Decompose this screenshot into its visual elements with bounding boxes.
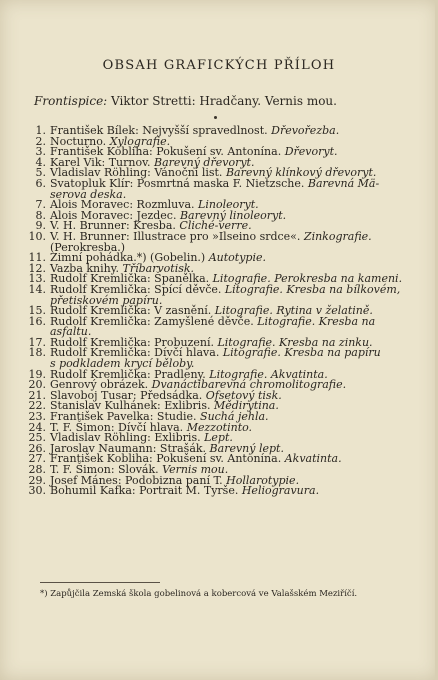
item-technique: Vernis mou. (162, 463, 229, 476)
item-technique: Tříbarvotisk. (122, 261, 195, 275)
footnote: *) Zapůjčila Zemská škola gobelinová a kobercová ve Valašském Meziříčí. (40, 589, 358, 599)
item-technique: Barevný lept. (209, 441, 284, 455)
item-title: Zimní pohádka.*) (Gobelin.) (50, 251, 206, 265)
item-number: 11. (28, 251, 46, 265)
item-technique: Litografie. Rytina v želatině. (214, 304, 373, 318)
item-technique: Barevná Mä- (307, 176, 380, 190)
item-technique: Autotypie. (208, 251, 266, 265)
item-title: Svatopluk Klír: Posmrtná maska F. Nietzsche. (50, 176, 305, 190)
item-title: Vladislav Röhling: Exlibris. (50, 431, 201, 445)
page-title: OBSAH GRAFICKÝCH PŘÍLOH (102, 58, 336, 73)
item-title: Vazba knihy. (50, 261, 119, 275)
item-number: 30. (28, 484, 46, 498)
item-number: 20. (28, 378, 46, 392)
item-title: Slavoboj Tusar: Předsádka. (50, 388, 203, 402)
item-title: V. H. Brunner: Kresba. (50, 219, 176, 233)
item-number: 5. (35, 166, 46, 180)
item-title: Stanislav Kulhánek: Exlibris. (50, 399, 211, 413)
item-title: Vladislav Röhling: Vánoční list. (50, 166, 223, 180)
item-technique: asfaltu. (50, 325, 92, 339)
item-technique: Ofsetový tisk. (205, 388, 282, 402)
item-title: T. F. Šimon: Dívčí hlava. (50, 420, 184, 434)
item-technique: Hollarotypie. (226, 473, 300, 487)
plates-list (20, 126, 420, 497)
item-number: 18. (28, 346, 46, 360)
item-number: 16. (28, 314, 46, 328)
frontispiece-text: Viktor Stretti: Hradčany. Vernis mou. (111, 94, 337, 108)
item-title: Karel Vik: Turnov. (50, 155, 151, 169)
frontispiece-label: Frontispice: (34, 94, 108, 108)
item-title: František Pavelka: Studie. (50, 410, 197, 424)
item-number: 25. (28, 431, 46, 445)
item-technique: Barevný klínkový dřevoryt. (225, 166, 377, 180)
item-technique: Heliogravura. (241, 484, 320, 498)
item-technique: Mezzotinto. (186, 420, 253, 434)
item-number: 21. (28, 388, 46, 402)
item-text (50, 314, 420, 328)
item-title: Rudolf Kremlička: Dívčí hlava. (50, 346, 220, 360)
item-text (50, 486, 420, 497)
item-title: Nocturno. (50, 134, 107, 148)
item-title: Jaroslav Naumann: Strašák. (50, 441, 207, 455)
item-technique: Suchá jehla. (200, 410, 269, 424)
item-technique: Dvanáctibarevná chromolitografie. (151, 378, 347, 392)
item-technique: Dřevoryt. (284, 145, 338, 159)
item-technique: Barevný linoleoryt. (179, 208, 287, 222)
item-number: 4. (35, 155, 46, 169)
item-number: 27. (28, 452, 46, 466)
item-number: 26. (28, 441, 46, 455)
item-number: 6. (35, 176, 46, 190)
item-number: 10. (28, 229, 46, 243)
item-title: Alois Moravec: Rozmluva. (50, 198, 195, 212)
item-title: Bohumil Kafka: Portrait M. Tyrše. (50, 484, 239, 498)
item-title: František Kobliha: Pokušení sv. Antonína. (50, 452, 282, 466)
item-technique: Lept. (204, 431, 233, 445)
item-number: 9. (35, 219, 46, 233)
item-title: V. H. Brunner: Illustrace pro »Ilseino srdce«. (50, 229, 301, 243)
item-number: 14. (28, 282, 46, 296)
item-technique: Litografie. Kresba na zinku. (217, 335, 373, 349)
item-technique: Akvatinta. (284, 452, 342, 466)
item-technique: Linoleoryt. (198, 198, 259, 212)
item-technique: Litografie. Kresba na bílkovém, (224, 282, 401, 296)
item-number: 28. (28, 463, 46, 476)
item-number: 23. (28, 410, 46, 424)
item-technique: Litografie. Kresba na papíru (222, 346, 381, 360)
item-title: (Perokresba.) (50, 240, 126, 254)
item-number: 7. (35, 198, 46, 212)
item-title: Rudolf Kremlička: V zasnění. (50, 304, 212, 318)
item-title: Rudolf Kremlička: Spící děvče. (50, 282, 222, 296)
item-technique: přetiskovém papíru. (50, 293, 163, 307)
item-title: František Bílek: Nejvyšší spravedlnost. (50, 124, 268, 137)
item-title: Rudolf Kremlička: Probuzení. (50, 335, 214, 349)
list-item (20, 486, 420, 497)
item-number: 17. (28, 335, 46, 349)
item-title: Rudolf Kremlička: Španělka. (50, 272, 210, 286)
item-title: Genrový obrázek. (50, 378, 149, 392)
item-technique: Litografie. Akvatinta. (209, 367, 328, 381)
item-title: Rudolf Kremlička: Pradleny. (50, 367, 206, 381)
item-number: 8. (35, 208, 46, 222)
item-number: 3. (35, 145, 46, 159)
item-technique: Dřevořezba. (271, 124, 340, 137)
item-number: 19. (28, 367, 46, 381)
item-title: Josef Mánes: Podobizna paní T. (50, 473, 223, 487)
item-technique: Litografie. Kresba na (257, 314, 376, 328)
item-technique: Cliché-verre. (179, 219, 252, 233)
item-technique: Mědirytina. (213, 399, 279, 413)
footnote-rule (40, 582, 160, 583)
item-technique: Barevný dřevoryt. (154, 155, 255, 169)
item-number: 12. (28, 261, 46, 275)
item-number: 15. (28, 304, 46, 318)
separator-dot (214, 116, 217, 119)
item-number: 22. (28, 399, 46, 413)
item-number: 2. (35, 134, 46, 148)
item-title: Rudolf Kremlička: Zamyšlené děvče. (50, 314, 254, 328)
item-number: 1. (35, 124, 46, 137)
item-number: 13. (28, 272, 46, 286)
item-technique: Litografie. Perokresba na kameni. (212, 272, 403, 286)
item-technique: Xylografie. (109, 134, 171, 148)
item-title: František Kobliha: Pokušení sv. Antonína. (50, 145, 282, 159)
item-technique: s podkladem krycí běloby. (50, 357, 195, 371)
item-title: Alois Moravec: Jezdec. (50, 208, 177, 222)
frontispiece-line (34, 94, 424, 108)
item-number: 24. (28, 420, 46, 434)
item-technique: Zinkografie. (303, 229, 372, 243)
item-technique: serova deska. (50, 187, 127, 201)
item-number: 29. (28, 473, 46, 487)
item-title: T. F. Šimon: Slovák. (50, 463, 159, 476)
